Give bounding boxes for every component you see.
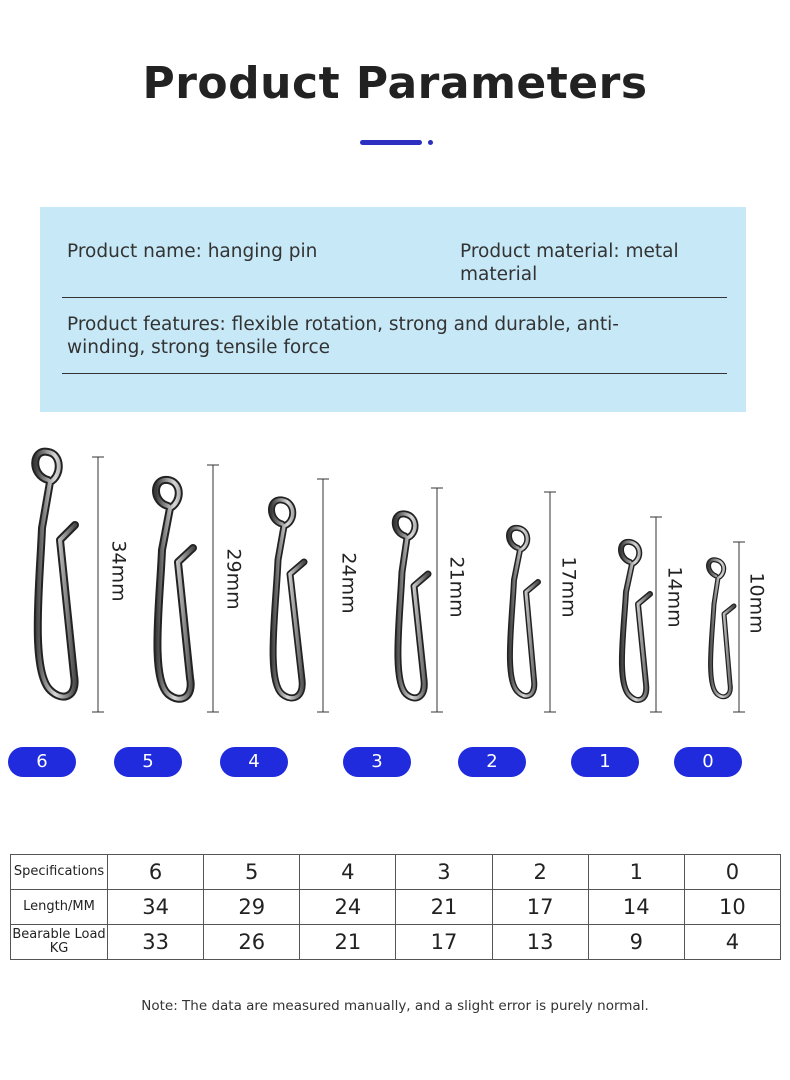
length-label-4: 24mm xyxy=(337,552,360,614)
table-cell: 1 xyxy=(588,855,684,890)
table-cell: 34 xyxy=(108,890,204,925)
size-badge-6: 6 xyxy=(8,747,76,777)
table-cell: 9 xyxy=(588,925,684,960)
table-cell: 24 xyxy=(300,890,396,925)
table-row xyxy=(11,855,781,890)
row-header: Length/MM xyxy=(11,890,108,925)
table-cell: 0 xyxy=(684,855,780,890)
table-cell: 4 xyxy=(684,925,780,960)
pin-0-image xyxy=(709,560,735,697)
table-cell: 2 xyxy=(492,855,588,890)
pin-5-image xyxy=(156,480,193,699)
row-header: Specifications xyxy=(11,855,108,890)
pin-2-image xyxy=(509,528,538,696)
table-cell: 3 xyxy=(396,855,492,890)
pin-1-image xyxy=(621,542,650,700)
table-cell: 29 xyxy=(204,890,300,925)
divider xyxy=(62,297,727,298)
measurement-note: Note: The data are measured manually, and a slight error is purely normal. xyxy=(141,998,649,1014)
size-badge-1: 1 xyxy=(571,747,639,777)
table-cell: 14 xyxy=(588,890,684,925)
table-row xyxy=(11,925,781,960)
product-name: Product name: hanging pin xyxy=(67,241,318,262)
table-cell: 21 xyxy=(396,890,492,925)
length-label-2: 17mm xyxy=(557,556,580,618)
table-cell: 33 xyxy=(108,925,204,960)
length-label-0: 10mm xyxy=(745,572,768,634)
length-label-1: 14mm xyxy=(663,566,686,628)
pin-size-illustration xyxy=(0,440,790,730)
table-row xyxy=(11,890,781,925)
table-cell: 26 xyxy=(204,925,300,960)
size-badge-2: 2 xyxy=(458,747,526,777)
length-label-5: 29mm xyxy=(222,548,245,610)
size-badge-5: 5 xyxy=(114,747,182,777)
title-underline-dot xyxy=(428,140,433,145)
table-cell: 13 xyxy=(492,925,588,960)
product-material: Product material: metal material xyxy=(460,241,679,285)
size-badge-4: 4 xyxy=(220,747,288,777)
size-badge-0: 0 xyxy=(674,747,742,777)
product-features: Product features: flexible rotation, strong and durable, anti-winding, strong tensile force xyxy=(67,314,619,358)
divider xyxy=(62,373,727,374)
length-label-3: 21mm xyxy=(445,556,468,618)
row-header: Bearable Load KG xyxy=(11,925,108,960)
table-cell: 17 xyxy=(396,925,492,960)
table-cell: 10 xyxy=(684,890,780,925)
pin-3-image xyxy=(395,514,428,698)
info-panel xyxy=(40,207,746,412)
title-underline xyxy=(360,140,422,145)
length-label-6: 34mm xyxy=(107,540,130,602)
pin-4-image xyxy=(272,500,305,698)
table-cell: 17 xyxy=(492,890,588,925)
table-cell: 21 xyxy=(300,925,396,960)
spec-table xyxy=(10,854,781,960)
table-cell: 5 xyxy=(204,855,300,890)
page-title: Product Parameters xyxy=(142,58,648,109)
table-cell: 6 xyxy=(108,855,204,890)
size-badge-3: 3 xyxy=(343,747,411,777)
pin-6-image xyxy=(35,452,75,697)
table-cell: 4 xyxy=(300,855,396,890)
